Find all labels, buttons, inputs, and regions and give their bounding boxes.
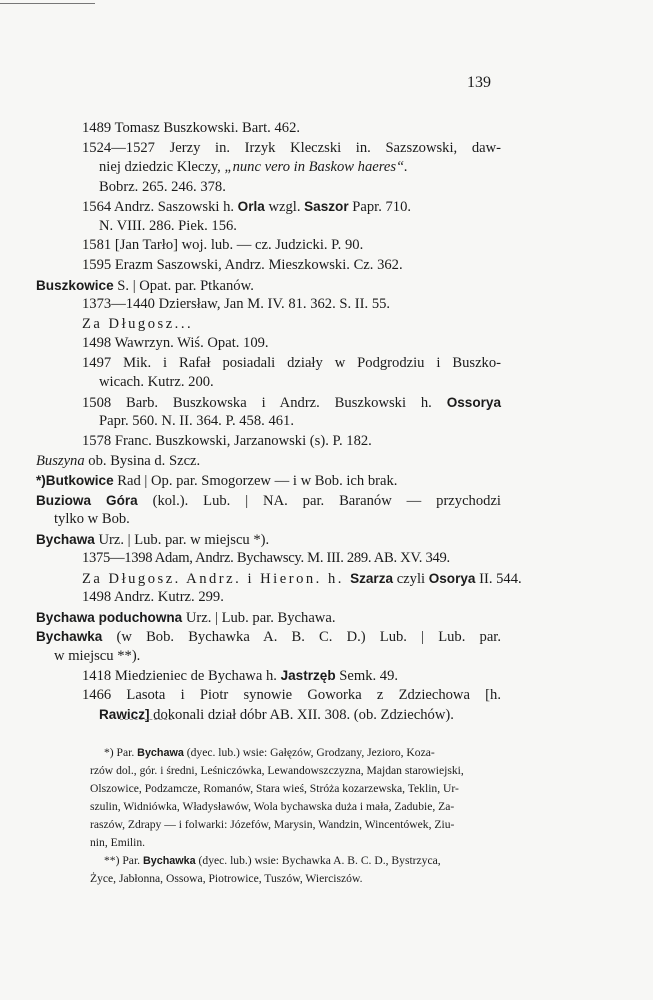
entry-line: tylko w Bob. <box>54 511 130 527</box>
footnote-line: szulin, Widniówka, Władysławów, Wola bychawska duża i mała, Zadubie, Za- <box>90 800 455 813</box>
headword: Bychawka <box>36 629 103 644</box>
headword: *)Butkowice <box>36 473 114 488</box>
entry-line: wicach. Kutrz. 200. <box>99 374 214 390</box>
entry-line: 1508 Barb. Buszkowska i Andrz. Buszkowski h. Ossorya <box>82 395 501 411</box>
entry-line: Za Długosz... <box>82 316 194 332</box>
entry-line: 1418 Miedzieniec de Bychawa h. Jastrzęb Semk. 49. <box>82 668 399 684</box>
footnote-line: **) Par. Bychawka (dyec. lub.) wsie: Bychawka A. B. C. D., Bystrzyca, <box>104 854 441 867</box>
headword: Buszkowice <box>36 278 114 293</box>
headword: Bychawa poduchowna <box>36 610 183 625</box>
entry-line: 1375—1398 Adam, Andrz. Bychawscy. M. III. 289. AB. XV. 349. <box>82 550 450 566</box>
entry-line: niej dziedzic Kleczy, „nunc vero in Baskow haeres“. <box>99 159 408 175</box>
entry-line: 1498 Wawrzyn. Wiś. Opat. 109. <box>82 335 269 351</box>
entry-line: 1497 Mik. i Rafał posiadali działy w Podgrodziu i Buszko- <box>82 355 501 371</box>
headword-entry: Buziowa Góra (kol.). Lub. | NA. par. Baranów — przychodzi <box>36 493 501 509</box>
page-number: 139 <box>467 74 491 91</box>
footnote-line: Olszowice, Podzamcze, Romanów, Stara wieś, Stróża kozarzewska, Teklin, Ur- <box>90 782 459 795</box>
entry-line: N. VIII. 286. Piek. 156. <box>99 218 237 234</box>
top-border-line <box>0 3 95 4</box>
entry-line: 1564 Andrz. Saszowski h. Orla wzgl. Saszor Papr. 710. <box>82 199 412 215</box>
entry-line: w miejscu **). <box>54 648 141 664</box>
entry-line: Papr. 560. N. II. 364. P. 458. 461. <box>99 413 294 429</box>
headword-entry: *)Butkowice Rad | Op. par. Smogorzew — i w Bob. ich brak. <box>36 473 398 489</box>
headword-entry: Buszyna ob. Bysina d. Szcz. <box>36 453 201 469</box>
footnote-line: rzów dol., gór. i średni, Leśniczówka, Lewandowszczyzna, Majdan starowiejski, <box>90 764 464 777</box>
entry-line: 1524—1527 Jerzy in. Irzyk Kleczski in. Sazszowski, daw- <box>82 140 501 156</box>
entry-line: 1595 Erazm Saszowski, Andrz. Mieszkowski. Cz. 362. <box>82 257 403 273</box>
entry-line: Rawicz] dokonali dział dóbr AB. XII. 308. (ob. Zdziechów). <box>99 707 454 723</box>
headword: Buziowa Góra <box>36 493 138 508</box>
footnote-line: Życe, Jabłonna, Ossowa, Piotrowice, Tuszów, Wierciszów. <box>90 872 363 885</box>
entry-line: 1373—1440 Dziersław, Jan M. IV. 81. 362. S. II. 55. <box>82 296 391 312</box>
entry-line: 1466 Lasota i Piotr synowie Goworka z Zdziechowa [h. <box>82 687 501 703</box>
headword: Buszyna <box>36 453 85 469</box>
footnote-line: raszów, Zdrapy — i folwarki: Józefów, Marysin, Wandzin, Wincentówek, Ziu- <box>90 818 455 831</box>
entry-line: 1581 [Jan Tarło] woj. lub. — cz. Judzicki. P. 90. <box>82 237 364 253</box>
headword-entry: Bychawa Urz. | Lub. par. w miejscu *). <box>36 532 270 548</box>
headword-entry: Bychawa poduchowna Urz. | Lub. par. Bychawa. <box>36 610 336 626</box>
footnote-line: nin, Emilin. <box>90 836 146 849</box>
headword-entry: Bychawka (w Bob. Bychawka A. B. C. D.) Lub. | Lub. par. <box>36 629 501 645</box>
headword-entry: Buszkowice S. | Opat. par. Ptkanów. <box>36 278 254 294</box>
footnote-separator <box>120 719 172 720</box>
entry-line: Za Długosz. Andrz. i Hieron. h. Szarza czyli Osorya II. 544. <box>82 571 522 587</box>
entry-line: 1489 Tomasz Buszkowski. Bart. 462. <box>82 120 301 136</box>
headword: Bychawa <box>36 532 95 547</box>
entry-line: 1578 Franc. Buszkowski, Jarzanowski (s). P. 182. <box>82 433 372 449</box>
entry-line: 1498 Andrz. Kutrz. 299. <box>82 589 224 605</box>
footnote-line: *) Par. Bychawa (dyec. lub.) wsie: Gałęzów, Grodzany, Jezioro, Koza- <box>104 746 435 759</box>
entry-line: Bobrz. 265. 246. 378. <box>99 179 226 195</box>
